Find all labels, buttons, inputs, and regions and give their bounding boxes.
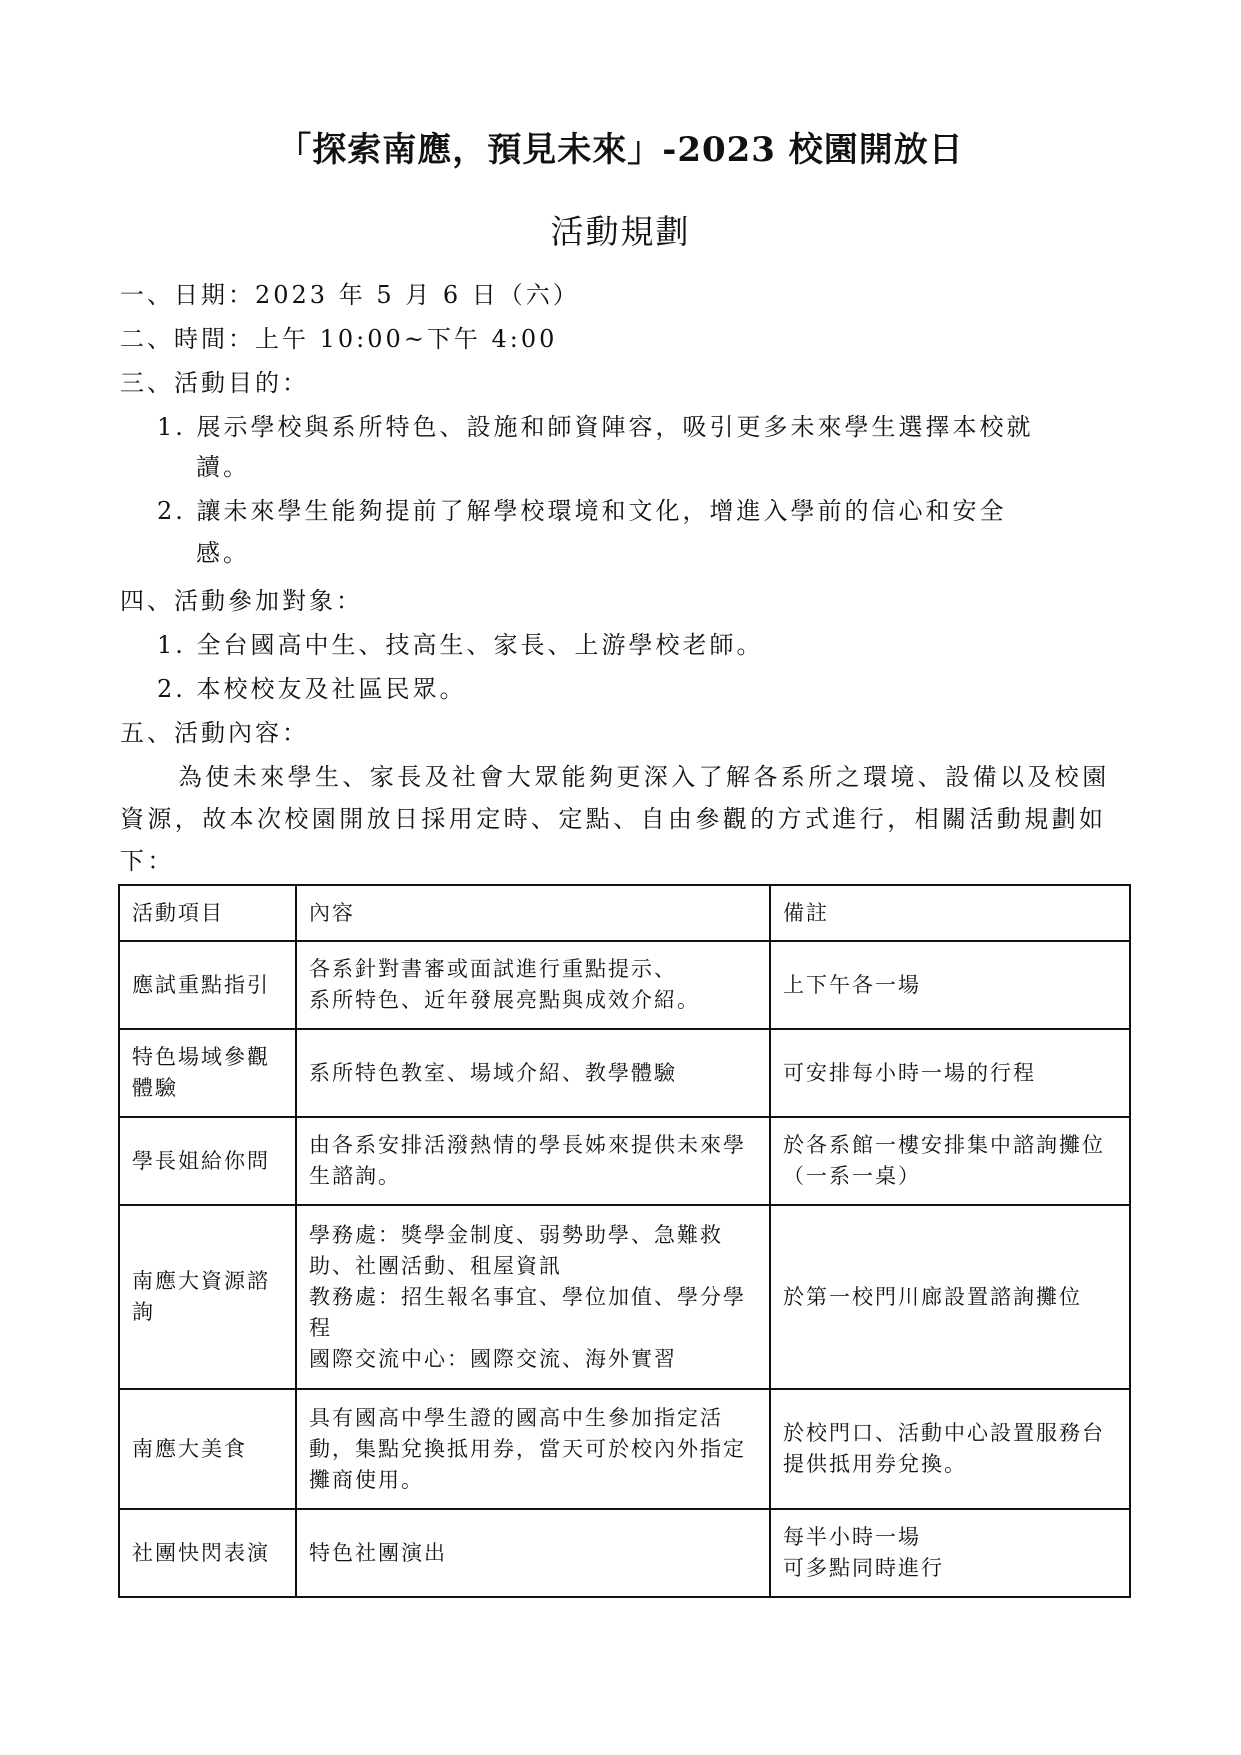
activity-item-cell: 南應大資源諮詢 [119,1205,296,1389]
table-row [119,1509,1130,1597]
content-line: 教務處：招生報名事宜、學位加值、學分學程 [309,1284,746,1340]
activity-content-cell [296,1117,770,1205]
content-line: 系所特色教室、場域介紹、教學體驗 [309,1060,677,1085]
note-line: 於各系館一樓安排集中諮詢攤位（一系一桌） [783,1133,1105,1188]
document-title: 「探索南應，預見未來」-2023 校園開放日 [277,130,964,170]
activity-item-cell: 應試重點指引 [119,941,296,1029]
activity-content-cell [296,1029,770,1117]
note-line: 於校門口、活動中心設置服務台提供抵用券兌換。 [783,1421,1105,1476]
activity-content-cell [296,1205,770,1389]
time-line: 二、時間：上午 10:00~下午 4:00 [120,325,558,353]
audience-heading: 四、活動參加對象： [120,587,363,615]
table-header-row [119,885,1130,941]
content-line: 系所特色、近年發展亮點與成效介紹。 [309,988,700,1012]
activity-item-cell: 特色場域參觀體驗 [119,1029,296,1117]
note-line: 每半小時一場 [783,1525,921,1549]
note-line: 於第一校門川廊設置諮詢攤位 [783,1284,1082,1309]
content-line: 學務處：獎學金制度、弱勢助學、急難救助、社團活動、租屋資訊 [309,1222,723,1278]
activity-table [118,884,1131,1598]
activity-item-cell: 社團快閃表演 [119,1509,296,1597]
table-header-cell: 備註 [770,885,1130,941]
audience-item-1: 1. 全台國高中生、技高生、家長、上游學校老師。 [157,631,764,659]
activity-content-cell [296,941,770,1029]
content-line: 由各系安排活潑熱情的學長姊來提供未來學生諮詢。 [309,1133,746,1188]
content-line: 特色社團演出 [309,1540,447,1565]
activity-note-cell [770,1205,1130,1389]
table-row [119,1117,1130,1205]
purpose-item-2: 2. 讓未來學生能夠提前了解學校環境和文化，增進入學前的信心和安全 [157,497,1007,525]
content-line: 國際交流中心：國際交流、海外實習 [309,1346,677,1371]
activity-note-cell [770,941,1130,1029]
purpose-item-1-cont: 讀。 [196,453,250,481]
purpose-item-1: 1. 展示學校與系所特色、設施和師資陣容，吸引更多未來學生選擇本校就 [157,413,1034,441]
table-row [119,1205,1130,1389]
activity-note-cell [770,1029,1130,1117]
purpose-item-2-cont: 感。 [196,539,250,567]
document-subtitle: 活動規劃 [550,212,691,251]
activity-note-cell [770,1389,1130,1509]
activity-item-cell: 學長姐給你問 [119,1117,296,1205]
table-header-cell: 活動項目 [119,885,296,941]
table-row [119,941,1130,1029]
note-line: 上下午各一場 [783,972,921,997]
table-row [119,1389,1130,1509]
activity-content-cell [296,1389,770,1509]
content-paragraph: 為使未來學生、家長及社會大眾能夠更深入了解各系所之環境、設備以及校園資源，故本次校園開放日採用定時、定點、自由參觀的方式進行，相關活動規劃如下： [120,763,1110,875]
date-line: 一、日期：2023 年 5 月 6 日（六） [120,281,580,309]
content-line: 具有國高中學生證的國高中生參加指定活動，集點兌換抵用券，當天可於校內外指定攤商使用。 [309,1405,746,1492]
activity-content-cell [296,1509,770,1597]
activity-note-cell [770,1509,1130,1597]
note-line: 可多點同時進行 [783,1556,944,1580]
table-row [119,1029,1130,1117]
content-heading: 五、活動內容： [120,719,309,747]
audience-item-2: 2. 本校校友及社區民眾。 [157,675,467,703]
activity-item-cell: 南應大美食 [119,1389,296,1509]
note-line: 可安排每小時一場的行程 [783,1060,1036,1085]
table-header-cell: 內容 [296,885,770,941]
activity-note-cell [770,1117,1130,1205]
purpose-heading: 三、活動目的： [120,369,309,397]
content-line: 各系針對書審或面試進行重點提示、 [309,957,677,981]
